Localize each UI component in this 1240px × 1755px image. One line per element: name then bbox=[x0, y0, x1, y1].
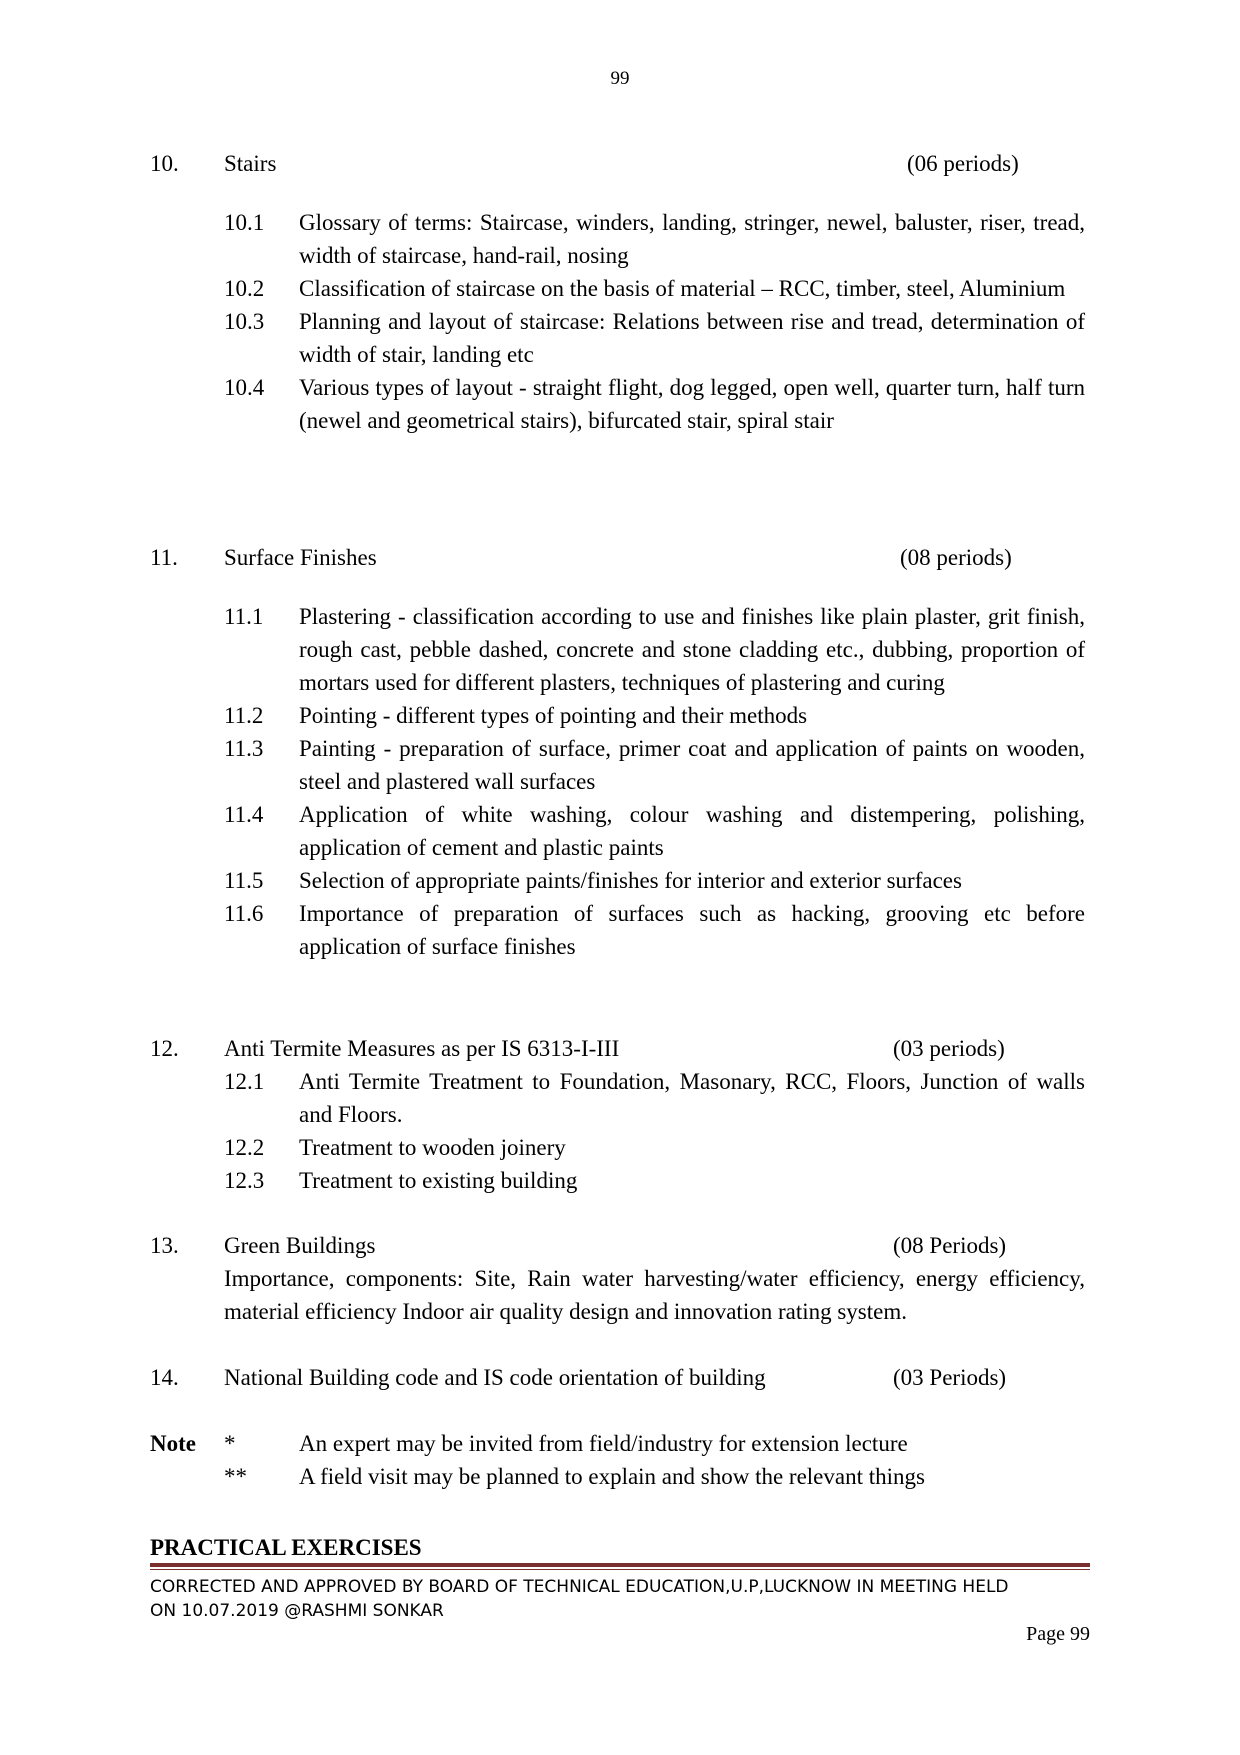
item-text: Selection of appropriate paints/finishes for interior and exterior surfaces bbox=[299, 868, 962, 893]
item-number: 12.1 bbox=[224, 1069, 265, 1094]
note-text: A field visit may be planned to explain and show the relevant things bbox=[299, 1464, 925, 1489]
section-header bbox=[150, 541, 1085, 574]
section-header bbox=[150, 147, 1085, 180]
list-item bbox=[150, 600, 1085, 699]
practical-heading: PRACTICAL EXERCISES bbox=[150, 1535, 422, 1560]
section-title: Green Buildings bbox=[224, 1233, 376, 1258]
section-paragraph: Importance, components: Site, Rain water harvesting/water efficiency, energy efficiency, material efficiency Indoor air quality design and innovation rating system. bbox=[224, 1266, 1085, 1324]
footer-rule bbox=[150, 1563, 1090, 1567]
note-item bbox=[150, 1460, 1085, 1493]
note-mark: ** bbox=[224, 1464, 247, 1489]
item-text: Importance of preparation of surfaces such as hacking, grooving etc before application of surface finishes bbox=[299, 901, 1085, 959]
page-number: 99 bbox=[610, 68, 630, 89]
footer-approval bbox=[150, 1575, 1090, 1623]
list-item bbox=[150, 371, 1085, 437]
section-title: Anti Termite Measures as per IS 6313-I-III bbox=[224, 1036, 620, 1061]
item-number: 10.3 bbox=[224, 309, 265, 334]
section-number: 11. bbox=[150, 545, 178, 570]
section-header bbox=[150, 1032, 1085, 1065]
note-item bbox=[150, 1427, 1085, 1460]
list-item bbox=[150, 1164, 1085, 1197]
footer-page-number: Page 99 bbox=[1026, 1623, 1090, 1645]
item-text: Anti Termite Treatment to Foundation, Masonary, RCC, Floors, Junction of walls and Floors. bbox=[299, 1069, 1085, 1127]
section-header bbox=[150, 1361, 1085, 1394]
list-item bbox=[150, 272, 1085, 305]
footer-line: ON 10.07.2019 @RASHMI SONKAR bbox=[150, 1601, 444, 1621]
list-item bbox=[150, 897, 1085, 963]
section-periods: (03 Periods) bbox=[893, 1365, 1007, 1390]
section-periods: (08 periods) bbox=[900, 545, 1012, 570]
section-periods: (03 periods) bbox=[893, 1036, 1005, 1061]
item-number: 12.2 bbox=[224, 1135, 265, 1160]
section-header bbox=[150, 1229, 1085, 1262]
section-anti-termite bbox=[150, 1032, 1085, 1197]
item-number: 11.6 bbox=[224, 901, 264, 926]
list-item bbox=[150, 1065, 1085, 1131]
section-surface-finishes bbox=[150, 541, 1085, 963]
list-item bbox=[150, 864, 1085, 897]
section-title: Surface Finishes bbox=[224, 545, 377, 570]
item-number: 12.3 bbox=[224, 1168, 265, 1193]
item-number: 10.2 bbox=[224, 276, 265, 301]
section-number: 12. bbox=[150, 1036, 179, 1061]
note-block bbox=[150, 1427, 1085, 1493]
section-title: National Building code and IS code orientation of building bbox=[224, 1365, 766, 1390]
item-number: 11.4 bbox=[224, 802, 264, 827]
item-number: 10.4 bbox=[224, 375, 265, 400]
item-text: Pointing - different types of pointing and their methods bbox=[299, 703, 808, 728]
item-number: 11.3 bbox=[224, 736, 264, 761]
list-item bbox=[150, 206, 1085, 272]
item-number: 10.1 bbox=[224, 210, 265, 235]
note-mark: * bbox=[224, 1431, 236, 1456]
list-item bbox=[150, 699, 1085, 732]
section-periods: (06 periods) bbox=[907, 151, 1019, 176]
list-item bbox=[150, 732, 1085, 798]
item-text: Planning and layout of staircase: Relations between rise and tread, determination of width of stair, landing etc bbox=[299, 309, 1085, 367]
list-item bbox=[150, 1131, 1085, 1164]
list-item bbox=[150, 305, 1085, 371]
item-text: Treatment to wooden joinery bbox=[299, 1135, 566, 1160]
item-number: 11.2 bbox=[224, 703, 264, 728]
item-text: Treatment to existing building bbox=[299, 1168, 578, 1193]
note-label: Note bbox=[150, 1431, 196, 1456]
list-item bbox=[150, 798, 1085, 864]
section-number: 10. bbox=[150, 151, 179, 176]
section-number: 13. bbox=[150, 1233, 179, 1258]
footer-rule-thin bbox=[150, 1569, 1090, 1570]
footer-line: CORRECTED AND APPROVED BY BOARD OF TECHNICAL EDUCATION,U.P,LUCKNOW IN MEETING HELD bbox=[150, 1577, 1009, 1597]
section-stairs bbox=[150, 147, 1085, 437]
item-text: Painting - preparation of surface, primer coat and application of paints on wooden, steel and plastered wall surfaces bbox=[299, 736, 1085, 794]
section-periods: (08 Periods) bbox=[893, 1233, 1007, 1258]
section-green-buildings bbox=[150, 1229, 1085, 1328]
item-text: Classification of staircase on the basis of material – RCC, timber, steel, Aluminium bbox=[299, 276, 1066, 301]
section-national-building-code bbox=[150, 1361, 1085, 1394]
section-number: 14. bbox=[150, 1365, 179, 1390]
note-text: An expert may be invited from field/industry for extension lecture bbox=[299, 1431, 908, 1456]
section-title: Stairs bbox=[224, 151, 277, 176]
item-number: 11.1 bbox=[224, 604, 264, 629]
item-text: Application of white washing, colour washing and distempering, polishing, application of cement and plastic paints bbox=[299, 802, 1085, 860]
item-text: Various types of layout - straight flight, dog legged, open well, quarter turn, half turn (newel and geometrical stairs), bifurcated stair, spiral stair bbox=[299, 375, 1085, 433]
item-number: 11.5 bbox=[224, 868, 264, 893]
item-text: Glossary of terms: Staircase, winders, landing, stringer, newel, baluster, riser, tread, width of staircase, hand-rail, nosing bbox=[299, 210, 1085, 268]
item-text: Plastering - classification according to use and finishes like plain plaster, grit finish, rough cast, pebble dashed, concrete and stone cladding etc., dubbing, proportion of mortars used for different plasters, techniques of plastering and curing bbox=[299, 604, 1085, 695]
